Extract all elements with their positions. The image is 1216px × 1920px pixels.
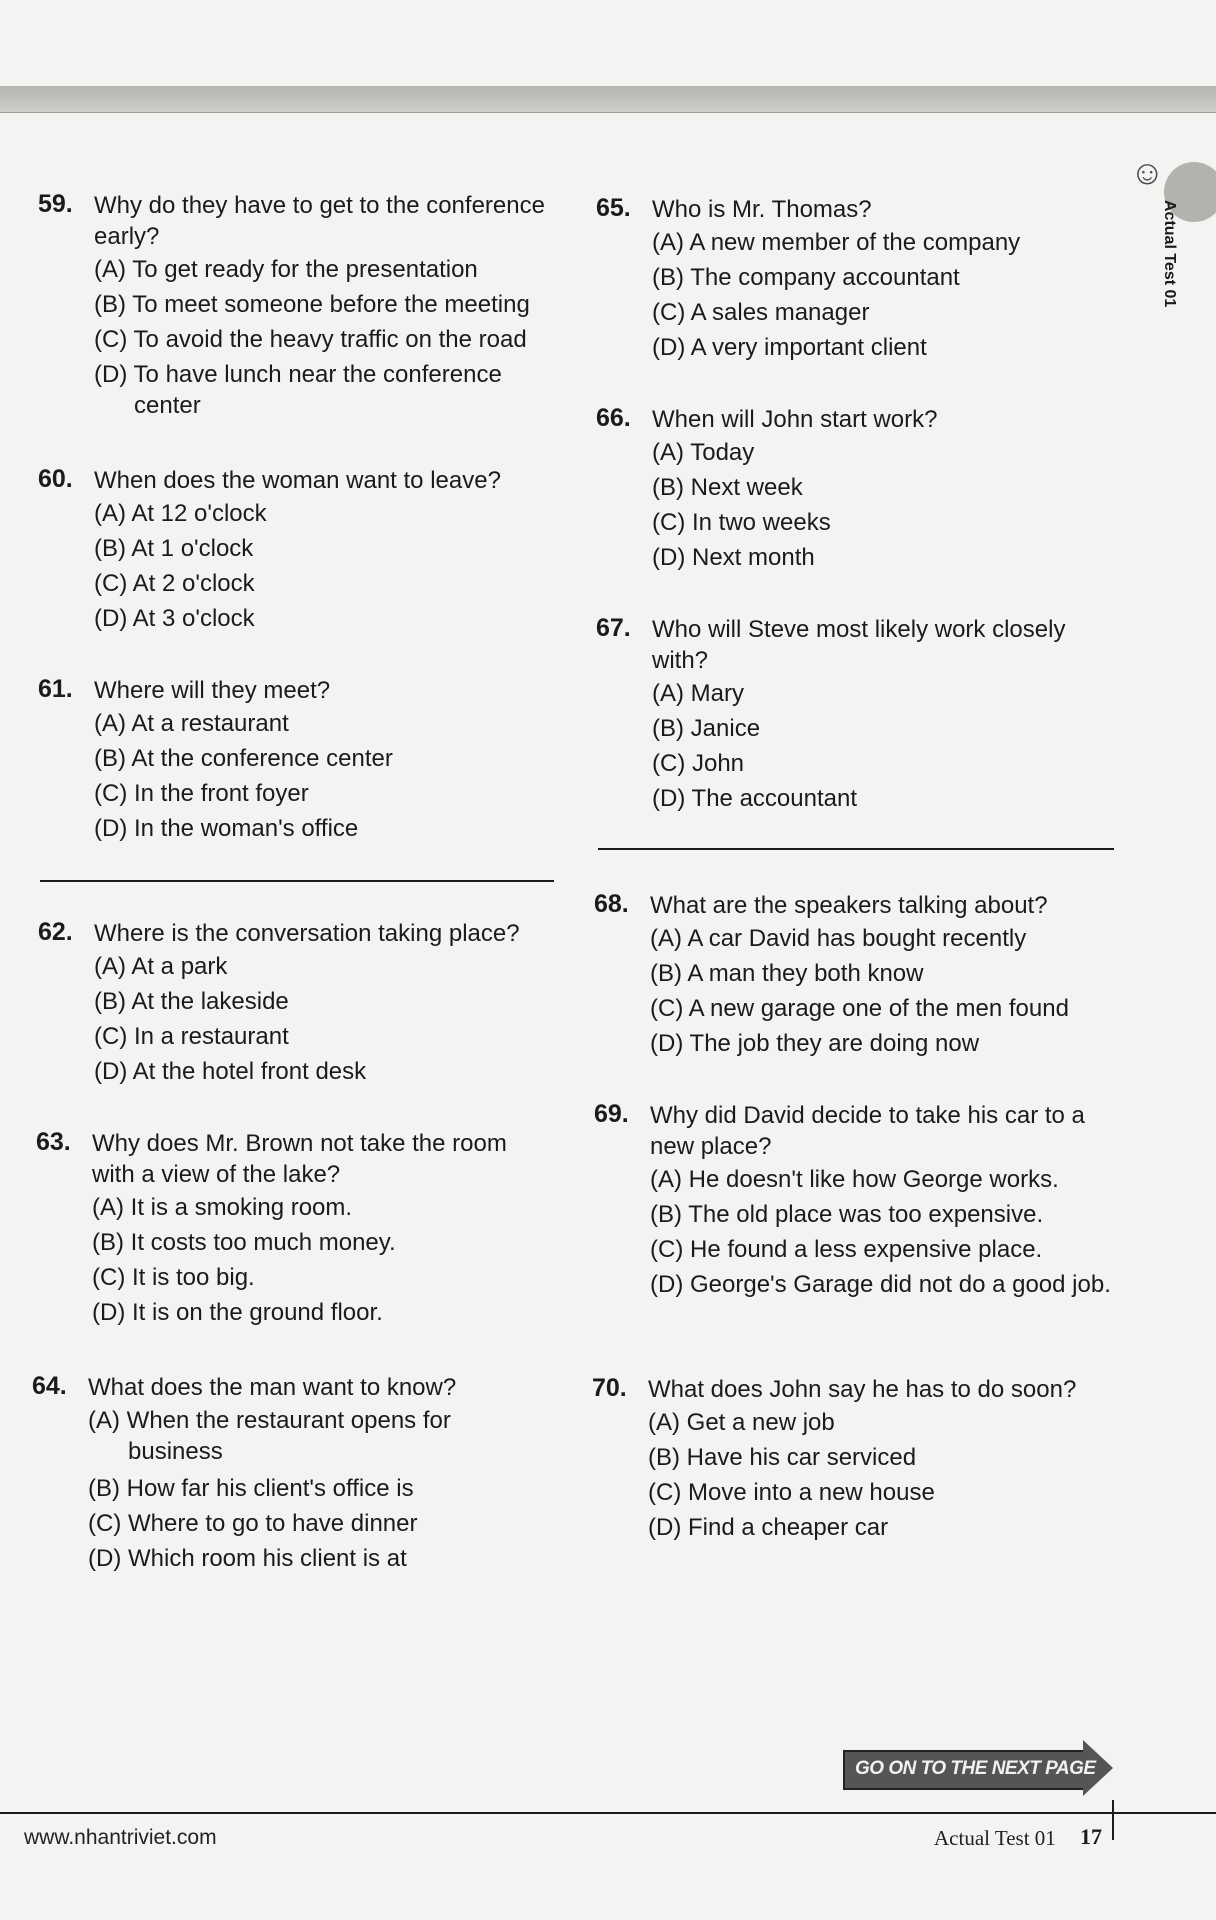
question-68 xyxy=(594,890,1124,1061)
option-c[interactable]: (C) In a restaurant xyxy=(94,1023,289,1050)
option-b[interactable]: (B) How far his client's office is xyxy=(88,1475,414,1502)
option-b[interactable]: (B) At the conference center xyxy=(94,745,393,772)
question-number: 59. xyxy=(38,190,73,218)
section-divider-right xyxy=(598,848,1114,850)
option-d[interactable]: (D) A very important client xyxy=(652,334,927,361)
question-text: Why do they have to get to the conference early? xyxy=(94,192,545,250)
footer-divider xyxy=(0,1812,1216,1814)
option-a[interactable]: (A) A car David has bought recently xyxy=(650,925,1027,952)
question-text: Who will Steve most likely work closely with? xyxy=(652,616,1066,674)
top-header-band xyxy=(0,86,1216,113)
question-text: When will John start work? xyxy=(652,406,938,433)
page-number: 17 xyxy=(1080,1824,1102,1849)
question-text: Where is the conversation taking place? xyxy=(94,920,520,947)
question-number: 63. xyxy=(36,1128,71,1156)
option-b[interactable]: (B) A man they both know xyxy=(650,960,924,987)
question-67 xyxy=(596,614,1126,816)
option-a[interactable]: (A) At 12 o'clock xyxy=(94,500,267,527)
question-61 xyxy=(38,675,558,846)
option-a[interactable]: (A) It is a smoking room. xyxy=(92,1194,353,1221)
option-a[interactable]: (A) At a restaurant xyxy=(94,710,289,737)
option-d[interactable]: (D) George's Garage did not do a good job. xyxy=(650,1271,1111,1298)
question-66 xyxy=(596,404,1126,575)
option-a[interactable]: (A) Today xyxy=(652,439,755,466)
question-text: What are the speakers talking about? xyxy=(650,892,1048,919)
footer-website: www.nhantriviet.com xyxy=(24,1826,217,1849)
option-c[interactable]: (C) A new garage one of the men found xyxy=(650,995,1069,1022)
option-c[interactable]: (C) In two weeks xyxy=(652,509,831,536)
option-c[interactable]: (C) In the front foyer xyxy=(94,780,309,807)
option-d[interactable]: (D) To have lunch near the conference center xyxy=(94,361,502,419)
question-text: Who is Mr. Thomas? xyxy=(652,196,872,223)
option-d[interactable]: (D) In the woman's office xyxy=(94,815,359,842)
question-number: 68. xyxy=(594,890,629,918)
option-c[interactable]: (C) It is too big. xyxy=(92,1264,255,1291)
question-number: 70. xyxy=(592,1374,627,1402)
question-number: 60. xyxy=(38,465,73,493)
option-a[interactable]: (A) A new member of the company xyxy=(652,229,1021,256)
question-text: What does John say he has to do soon? xyxy=(648,1376,1077,1403)
question-number: 61. xyxy=(38,675,73,703)
option-d[interactable]: (D) It is on the ground floor. xyxy=(92,1299,383,1326)
cartoon-mascot-icon: ☺ xyxy=(1130,154,1165,192)
option-b[interactable]: (B) The company accountant xyxy=(652,264,960,291)
question-number: 62. xyxy=(38,918,73,946)
option-a[interactable]: (A) He doesn't like how George works. xyxy=(650,1166,1059,1193)
question-number: 66. xyxy=(596,404,631,432)
option-c[interactable]: (C) A sales manager xyxy=(652,299,870,326)
question-65 xyxy=(596,194,1126,365)
footer-test-label: Actual Test 01 xyxy=(934,1826,1056,1850)
option-c[interactable]: (C) Move into a new house xyxy=(648,1479,935,1506)
question-63 xyxy=(36,1128,556,1330)
option-d[interactable]: (D) At the hotel front desk xyxy=(94,1058,367,1085)
option-a[interactable]: (A) To get ready for the presentation xyxy=(94,256,478,283)
option-d[interactable]: (D) Find a cheaper car xyxy=(648,1514,889,1541)
section-divider-left xyxy=(40,880,554,882)
question-text: What does the man want to know? xyxy=(88,1374,457,1401)
option-a[interactable]: (A) At a park xyxy=(94,953,228,980)
option-c[interactable]: (C) He found a less expensive place. xyxy=(650,1236,1043,1263)
side-section-tab xyxy=(1130,150,1210,340)
question-number: 67. xyxy=(596,614,631,642)
footer-tick-mark xyxy=(1112,1800,1114,1840)
question-64 xyxy=(32,1372,552,1576)
question-62 xyxy=(38,918,558,1089)
question-text: When does the woman want to leave? xyxy=(94,467,501,494)
question-69 xyxy=(594,1100,1124,1300)
question-number: 69. xyxy=(594,1100,629,1128)
option-d[interactable]: (D) Next month xyxy=(652,544,815,571)
option-b[interactable]: (B) At the lakeside xyxy=(94,988,289,1015)
option-a[interactable]: (A) When the restaurant opens for business xyxy=(88,1407,451,1465)
next-page-button[interactable] xyxy=(843,1740,1113,1796)
option-b[interactable]: (B) Have his car serviced xyxy=(648,1444,917,1471)
option-b[interactable]: (B) Next week xyxy=(652,474,803,501)
question-number: 65. xyxy=(596,194,631,222)
side-tab-label: Actual Test 01 xyxy=(1161,200,1178,308)
option-a[interactable]: (A) Mary xyxy=(652,680,744,707)
option-b[interactable]: (B) At 1 o'clock xyxy=(94,535,254,562)
next-page-label: GO ON TO THE NEXT PAGE xyxy=(855,1758,1096,1779)
option-d[interactable]: (D) At 3 o'clock xyxy=(94,605,255,632)
option-c[interactable]: (C) To avoid the heavy traffic on the road xyxy=(94,326,527,353)
option-b[interactable]: (B) Janice xyxy=(652,715,761,742)
option-b[interactable]: (B) It costs too much money. xyxy=(92,1229,396,1256)
option-b[interactable]: (B) The old place was too expensive. xyxy=(650,1201,1044,1228)
question-text: Why did David decide to take his car to a new place? xyxy=(650,1102,1085,1160)
option-d[interactable]: (D) The accountant xyxy=(652,785,857,812)
question-text: Why does Mr. Brown not take the room with a view of the lake? xyxy=(92,1130,507,1188)
option-c[interactable]: (C) John xyxy=(652,750,745,777)
question-60 xyxy=(38,465,558,636)
question-number: 64. xyxy=(32,1372,67,1400)
option-c[interactable]: (C) At 2 o'clock xyxy=(94,570,255,597)
option-a[interactable]: (A) Get a new job xyxy=(648,1409,835,1436)
question-59 xyxy=(38,190,558,421)
option-c[interactable]: (C) Where to go to have dinner xyxy=(88,1510,418,1537)
option-d[interactable]: (D) The job they are doing now xyxy=(650,1030,980,1057)
option-d[interactable]: (D) Which room his client is at xyxy=(88,1545,407,1572)
question-text: Where will they meet? xyxy=(94,677,331,704)
option-b[interactable]: (B) To meet someone before the meeting xyxy=(94,291,530,318)
question-70 xyxy=(592,1374,1122,1545)
